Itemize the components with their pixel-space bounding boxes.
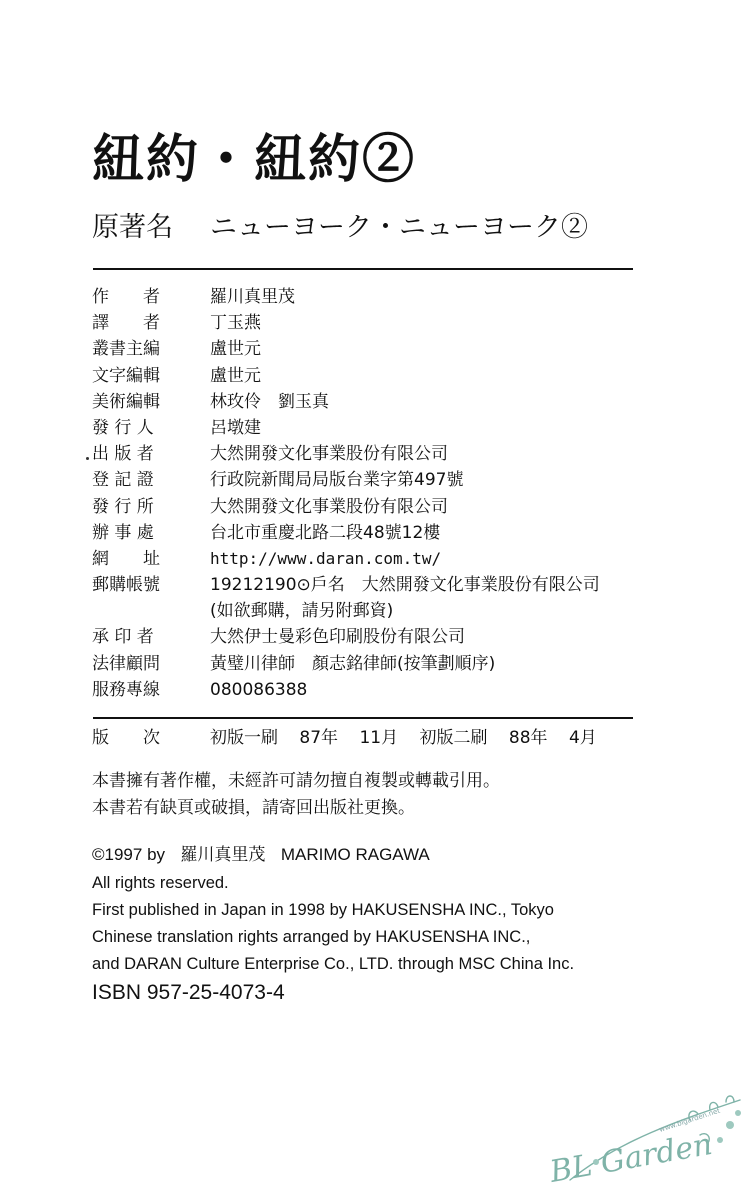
credit-row [92, 624, 652, 650]
credit-row [92, 651, 652, 677]
credits-list [92, 284, 652, 703]
copyright-prefix: ©1997 by [92, 845, 166, 864]
credit-value: 台北市重慶北路二段48號12樓 [210, 522, 441, 543]
credit-row [92, 677, 652, 703]
credit-label: 譯 者 [92, 313, 160, 334]
credit-value: 黃璧川律師 顏志銘律師(按筆劃順序) [210, 653, 496, 674]
credit-value: 080086388 [210, 679, 308, 700]
defect-notice: 本書若有缺頁或破損，請寄回出版社更換。 [92, 798, 415, 818]
edition-item: 4月 [568, 728, 597, 748]
credit-value: 羅川真里茂 [210, 287, 295, 307]
rights-line: All rights reserved. [92, 874, 229, 892]
credit-value: 盧世元 [210, 365, 261, 386]
credit-value: 丁玉燕 [210, 313, 261, 334]
isbn: ISBN 957-25-4073-4 [92, 981, 285, 1004]
publication-line: First published in Japan in 1998 by HAKUSENSHA INC., Tokyo [92, 901, 554, 919]
watermark-text: BL Garden [547, 1126, 715, 1190]
translation-rights-line: Chinese translation rights arranged by HAKUSENSHA INC., [92, 928, 531, 946]
credit-row [92, 441, 652, 467]
credit-label [92, 598, 210, 624]
credit-label: 法律顧問 [92, 653, 160, 674]
middle-rule [93, 717, 633, 719]
credit-label: 出 版 者 [92, 444, 154, 465]
credit-row [92, 363, 652, 389]
edition-item: 初版一刷 [210, 728, 278, 748]
credit-row [92, 415, 652, 441]
credit-row [92, 284, 652, 310]
credit-row [92, 310, 652, 336]
edition-item: 11月 [359, 728, 399, 748]
credit-label: 美術編輯 [92, 391, 160, 412]
book-title: 紐約・紐約② [92, 129, 417, 190]
credit-label: 郵購帳號 [92, 575, 160, 596]
credit-row [92, 598, 652, 624]
credit-label: 文字編輯 [92, 365, 160, 386]
credit-row [92, 572, 652, 598]
top-rule [93, 268, 633, 270]
copyright-line [92, 842, 430, 868]
credit-row [92, 389, 652, 415]
edition-label: 版 次 [92, 728, 160, 748]
credit-label: 發 行 所 [92, 496, 154, 517]
copyright-author-jp: 羅川真里茂 [180, 845, 266, 865]
credit-value: 19212190⊙戶名 大然開發文化事業股份有限公司 [210, 575, 600, 596]
credit-row [92, 336, 652, 362]
credit-label: 發 行 人 [92, 417, 154, 438]
website-url: http://www.daran.com.tw/ [210, 548, 442, 568]
credit-label: 服務專線 [92, 679, 160, 700]
credit-value: 大然伊士曼彩色印刷股份有限公司 [210, 627, 465, 648]
edition-item: 初版二刷 [419, 728, 488, 748]
copyright-notice: 本書擁有著作權，未經許可請勿擅自複製或轉載引用。 [92, 771, 500, 791]
credit-value: 大然開發文化事業股份有限公司 [210, 444, 448, 465]
credit-value: (如欲郵購，請另附郵資) [210, 601, 394, 622]
copyright-author-en: MARIMO RAGAWA [280, 845, 430, 864]
edition-values [210, 725, 613, 751]
watermark-url: www.blgarden.net [658, 1106, 722, 1134]
credit-label: 網 址 [92, 548, 160, 569]
credit-value: 林玫伶 劉玉真 [210, 391, 329, 412]
credit-label: 辦 事 處 [92, 522, 154, 543]
credit-label: 登 記 證 [92, 470, 154, 491]
credit-label: 作 者 [92, 287, 160, 307]
translation-partner-line: and DARAN Culture Enterprise Co., LTD. through MSC China Inc. [92, 955, 575, 973]
original-title-label: 原著名 [92, 212, 173, 243]
credit-row [92, 494, 652, 520]
original-title-value: ニューヨーク・ニューヨーク② [210, 212, 588, 243]
stray-dot [86, 457, 89, 460]
edition-row [92, 725, 613, 751]
credit-label: 承 印 者 [92, 627, 154, 648]
credit-value: 行政院新聞局局版台業字第497號 [210, 470, 464, 491]
credit-value: 大然開發文化事業股份有限公司 [210, 496, 448, 517]
credit-row [92, 520, 652, 546]
watermark-logo [540, 1080, 750, 1199]
credit-value: 盧世元 [210, 339, 261, 360]
credit-label: 叢書主編 [92, 339, 160, 360]
credit-row [92, 546, 652, 572]
edition-item: 87年 [299, 728, 339, 748]
credit-value: 呂墩建 [210, 417, 261, 438]
edition-item: 88年 [508, 728, 548, 748]
credit-row [92, 467, 652, 493]
